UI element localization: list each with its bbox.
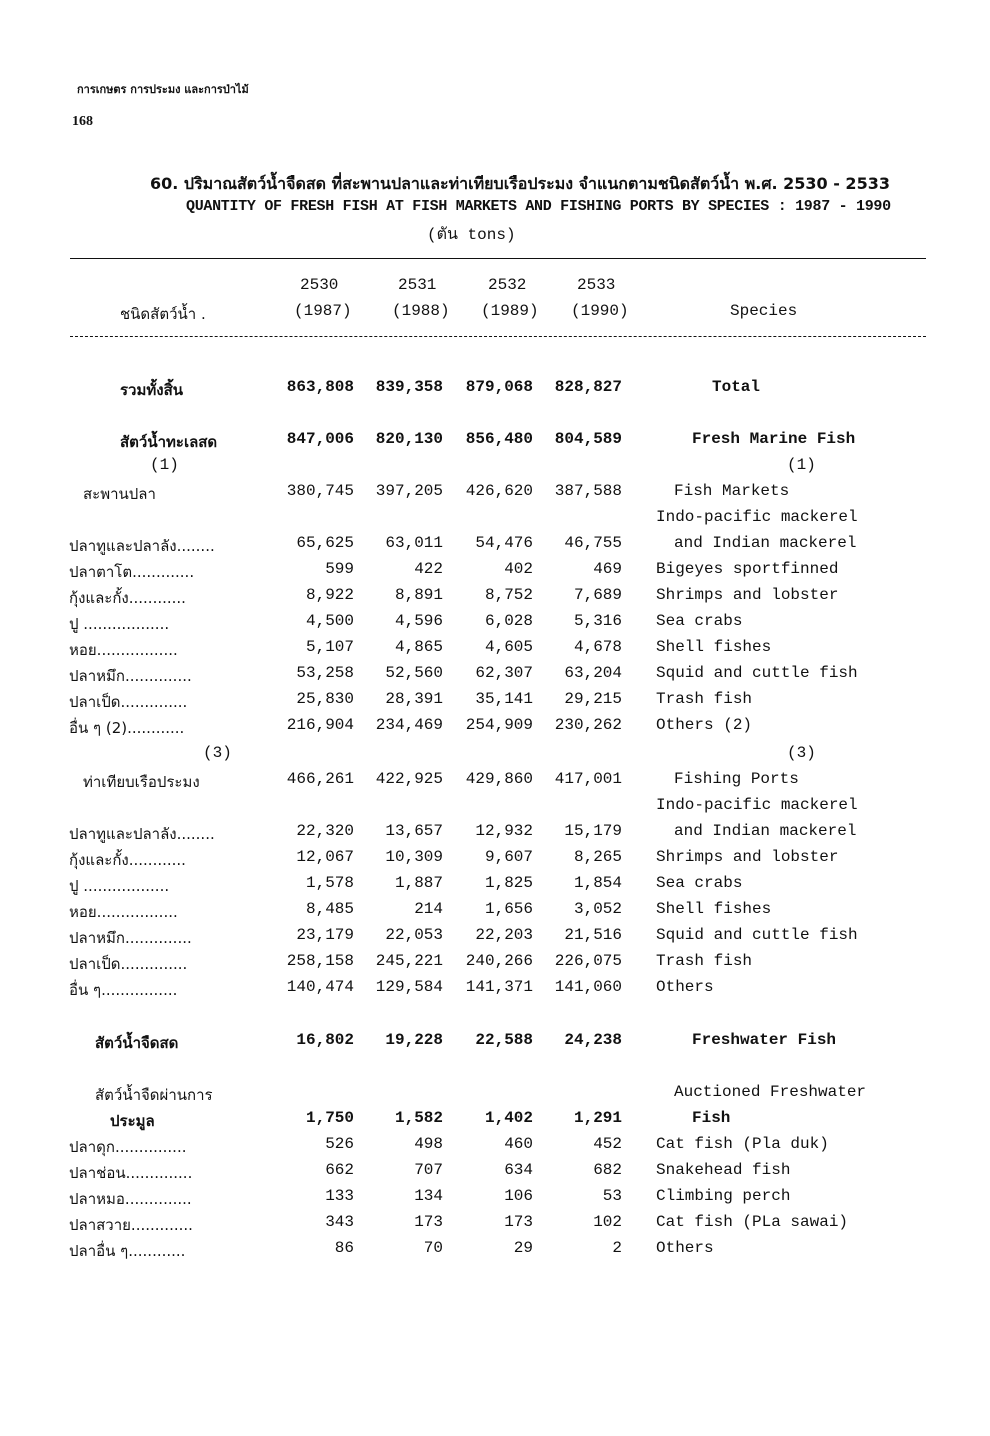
year-header-1987: (1987) [294, 302, 352, 320]
value-cell: 46,755 [564, 534, 622, 552]
value-cell: 380,745 [286, 482, 354, 500]
species-english: Auctioned Freshwater [674, 1083, 867, 1101]
value-cell: 1,854 [573, 874, 622, 892]
value-cell: 1,582 [394, 1109, 443, 1127]
value-cell: 133 [325, 1187, 354, 1205]
species-english: Others [656, 978, 714, 996]
value-cell: 8,922 [305, 586, 354, 604]
table-row [0, 612, 990, 638]
page-number: 168 [72, 114, 93, 129]
species-thai: สัตว์น้ำทะเลสด [120, 433, 218, 451]
species-thai: ปลาช่อน.............. [69, 1164, 193, 1182]
table-row [0, 638, 990, 664]
value-cell: 216,904 [286, 716, 354, 734]
value-cell: 63,011 [385, 534, 443, 552]
species-thai: ปลาหมึก.............. [69, 929, 192, 947]
value-cell: 707 [414, 1161, 443, 1179]
species-thai: กุ้งและกั้ง............ [69, 589, 186, 607]
value-cell: 16,802 [296, 1031, 354, 1049]
table-row [0, 1031, 990, 1057]
value-cell: 856,480 [465, 430, 533, 448]
species-thai: กุ้งและกั้ง............ [69, 851, 186, 869]
species-thai: ปลาดุก............... [69, 1138, 187, 1156]
species-thai: ปลาทูและปลาลัง........ [69, 825, 215, 843]
value-cell: 847,006 [286, 430, 354, 448]
table-row [0, 508, 990, 534]
value-cell: 29 [513, 1239, 533, 1257]
note-marker-right: (3) [787, 744, 816, 762]
table-row [0, 378, 990, 404]
value-cell: 4,865 [394, 638, 443, 656]
value-cell: 662 [325, 1161, 354, 1179]
value-cell: 5,316 [573, 612, 622, 630]
value-cell: 173 [504, 1213, 533, 1231]
table-row [0, 1161, 990, 1187]
species-english: Fishing Ports [674, 770, 799, 788]
table-row [0, 664, 990, 690]
value-cell: 214 [414, 900, 443, 918]
species-english: Sea crabs [656, 612, 743, 630]
value-cell: 839,358 [375, 378, 443, 396]
species-thai: สัตว์น้ำจืดผ่านการ [95, 1086, 213, 1104]
table-row [0, 770, 990, 796]
value-cell: 634 [504, 1161, 533, 1179]
value-cell: 141,060 [554, 978, 622, 996]
species-english: Total [712, 378, 761, 396]
species-thai: หอย................. [69, 641, 178, 659]
note-row-3 [0, 744, 990, 770]
value-cell: 804,589 [554, 430, 622, 448]
value-cell: 226,075 [554, 952, 622, 970]
species-english: Snakehead fish [656, 1161, 791, 1179]
table-row [0, 690, 990, 716]
value-cell: 173 [414, 1213, 443, 1231]
table-row [0, 1239, 990, 1265]
value-cell: 240,266 [465, 952, 533, 970]
value-cell: 62,307 [475, 664, 533, 682]
value-cell: 134 [414, 1187, 443, 1205]
species-english: Cat fish (PLa sawai) [656, 1213, 849, 1231]
value-cell: 422,925 [375, 770, 443, 788]
year-header-2533: 2533 [577, 276, 616, 294]
value-cell: 254,909 [465, 716, 533, 734]
value-cell: 35,141 [475, 690, 533, 708]
value-cell: 10,309 [385, 848, 443, 866]
value-cell: 387,588 [554, 482, 622, 500]
species-thai: ปู .................. [69, 877, 170, 895]
year-header-2531: 2531 [398, 276, 437, 294]
value-cell: 13,657 [385, 822, 443, 840]
value-cell: 65,625 [296, 534, 354, 552]
value-cell: 8,752 [484, 586, 533, 604]
header-rule [70, 336, 926, 337]
value-cell: 1,887 [394, 874, 443, 892]
value-cell: 8,265 [573, 848, 622, 866]
table-row [0, 848, 990, 874]
top-rule [70, 258, 926, 259]
species-thai: ปลาอื่น ๆ............ [69, 1242, 186, 1260]
species-thai: สัตว์น้ำจืดสด [95, 1034, 179, 1052]
species-thai: ประมูล [110, 1112, 155, 1130]
table-title-english: QUANTITY OF FRESH FISH AT FISH MARKETS AND FISHING PORTS BY SPECIES : 1987 - 1990 [186, 198, 891, 215]
year-header-2530: 2530 [300, 276, 339, 294]
value-cell: 52,560 [385, 664, 443, 682]
table-row [0, 534, 990, 560]
species-english: Shrimps and lobster [656, 848, 839, 866]
species-thai: หอย................. [69, 903, 178, 921]
value-cell: 70 [423, 1239, 443, 1257]
species-english: Fish Markets [674, 482, 790, 500]
value-cell: 1,402 [484, 1109, 533, 1127]
value-cell: 22,588 [475, 1031, 533, 1049]
value-cell: 3,052 [573, 900, 622, 918]
species-english: Trash fish [656, 690, 753, 708]
value-cell: 258,158 [286, 952, 354, 970]
value-cell: 28,391 [385, 690, 443, 708]
value-cell: 54,476 [475, 534, 533, 552]
value-cell: 25,830 [296, 690, 354, 708]
value-cell: 1,291 [573, 1109, 622, 1127]
running-header: การเกษตร การประมง และการป่าไม้ [77, 83, 249, 96]
value-cell: 141,371 [465, 978, 533, 996]
value-cell: 53,258 [296, 664, 354, 682]
value-cell: 466,261 [286, 770, 354, 788]
species-thai: ปลาทูและปลาลัง........ [69, 537, 215, 555]
value-cell: 6,028 [484, 612, 533, 630]
table-row [0, 560, 990, 586]
value-cell: 682 [593, 1161, 622, 1179]
table-row [0, 482, 990, 508]
species-thai: ปู .................. [69, 615, 170, 633]
value-cell: 828,827 [554, 378, 622, 396]
species-english: Bigeyes sportfinned [656, 560, 839, 578]
species-english: Trash fish [656, 952, 753, 970]
note-marker-left: (3) [203, 744, 232, 762]
value-cell: 343 [325, 1213, 354, 1231]
value-cell: 86 [334, 1239, 354, 1257]
species-english: Sea crabs [656, 874, 743, 892]
value-cell: 429,860 [465, 770, 533, 788]
species-thai: สะพานปลา [83, 485, 156, 503]
note-marker-left: (1) [150, 456, 179, 474]
value-cell: 234,469 [375, 716, 443, 734]
species-thai-header: ชนิดสัตว์น้ำ . [120, 305, 206, 323]
table-row [0, 874, 990, 900]
value-cell: 21,516 [564, 926, 622, 944]
species-thai: ปลาเป็ด.............. [69, 955, 188, 973]
table-row [0, 1213, 990, 1239]
species-thai: ปลาเป็ด.............. [69, 693, 188, 711]
value-cell: 230,262 [554, 716, 622, 734]
table-unit: (ตัน tons) [427, 226, 516, 244]
species-english-header: Species [730, 302, 798, 320]
value-cell: 5,107 [305, 638, 354, 656]
table-row [0, 952, 990, 978]
table-title-thai: 60. ปริมาณสัตว์น้ำจืดสด ที่สะพานปลาและท่าเทียบเรือประมง จำแนกตามชนิดสัตว์น้ำ พ.ศ. 2530 - 2533 [150, 174, 890, 193]
value-cell: 879,068 [465, 378, 533, 396]
species-english: Others (2) [656, 716, 753, 734]
table-row [0, 796, 990, 822]
value-cell: 15,179 [564, 822, 622, 840]
value-cell: 7,689 [573, 586, 622, 604]
value-cell: 526 [325, 1135, 354, 1153]
value-cell: 4,605 [484, 638, 533, 656]
value-cell: 140,474 [286, 978, 354, 996]
species-thai: ปลาสวาย............. [69, 1216, 193, 1234]
species-thai: ปลาหมอ.............. [69, 1190, 192, 1208]
value-cell: 460 [504, 1135, 533, 1153]
species-english: and Indian mackerel [674, 534, 857, 552]
species-thai: ท่าเทียบเรือประมง [83, 773, 200, 791]
value-cell: 1,656 [484, 900, 533, 918]
value-cell: 1,825 [484, 874, 533, 892]
value-cell: 469 [593, 560, 622, 578]
value-cell: 129,584 [375, 978, 443, 996]
species-thai: อื่น ๆ................ [69, 981, 178, 999]
value-cell: 12,932 [475, 822, 533, 840]
year-header-1989: (1989) [481, 302, 539, 320]
note-marker-right: (1) [787, 456, 816, 474]
value-cell: 4,678 [573, 638, 622, 656]
table-row [0, 430, 990, 456]
table-row [0, 1083, 990, 1109]
species-english: Shell fishes [656, 638, 772, 656]
table-row [0, 1109, 990, 1135]
table-row [0, 586, 990, 612]
species-english: Squid and cuttle fish [656, 926, 858, 944]
table-row [0, 822, 990, 848]
value-cell: 2 [612, 1239, 622, 1257]
species-english: Fresh Marine Fish [692, 430, 856, 448]
value-cell: 22,203 [475, 926, 533, 944]
note-row-1 [0, 456, 990, 482]
year-header-2532: 2532 [488, 276, 527, 294]
year-header-1988: (1988) [392, 302, 450, 320]
species-english: Fish [692, 1109, 731, 1127]
species-english: Climbing perch [656, 1187, 791, 1205]
value-cell: 498 [414, 1135, 443, 1153]
species-english: Freshwater Fish [692, 1031, 837, 1049]
table-row [0, 900, 990, 926]
species-english: Cat fish (Pla duk) [656, 1135, 829, 1153]
species-thai: อื่น ๆ (2)............ [69, 719, 185, 737]
species-english: Shrimps and lobster [656, 586, 839, 604]
value-cell: 19,228 [385, 1031, 443, 1049]
value-cell: 422 [414, 560, 443, 578]
value-cell: 1,578 [305, 874, 354, 892]
table-row [0, 716, 990, 742]
value-cell: 820,130 [375, 430, 443, 448]
value-cell: 22,053 [385, 926, 443, 944]
species-thai: ปลาตาโต............. [69, 563, 195, 581]
species-english: Indo-pacific mackerel [656, 796, 858, 814]
table-row [0, 1135, 990, 1161]
value-cell: 4,500 [305, 612, 354, 630]
value-cell: 53 [602, 1187, 622, 1205]
value-cell: 417,001 [554, 770, 622, 788]
value-cell: 8,891 [394, 586, 443, 604]
value-cell: 599 [325, 560, 354, 578]
year-header-1990: (1990) [571, 302, 629, 320]
value-cell: 452 [593, 1135, 622, 1153]
value-cell: 102 [593, 1213, 622, 1231]
species-thai: รวมทั้งสิ้น [120, 381, 183, 399]
table-row [0, 926, 990, 952]
value-cell: 22,320 [296, 822, 354, 840]
value-cell: 29,215 [564, 690, 622, 708]
species-english: Others [656, 1239, 714, 1257]
value-cell: 397,205 [375, 482, 443, 500]
value-cell: 106 [504, 1187, 533, 1205]
value-cell: 9,607 [484, 848, 533, 866]
species-english: Indo-pacific mackerel [656, 508, 858, 526]
value-cell: 12,067 [296, 848, 354, 866]
value-cell: 245,221 [375, 952, 443, 970]
value-cell: 24,238 [564, 1031, 622, 1049]
value-cell: 426,620 [465, 482, 533, 500]
table-row [0, 1187, 990, 1213]
species-english: Squid and cuttle fish [656, 664, 858, 682]
species-english: and Indian mackerel [674, 822, 857, 840]
value-cell: 402 [504, 560, 533, 578]
table-row [0, 978, 990, 1004]
value-cell: 8,485 [305, 900, 354, 918]
species-thai: ปลาหมึก.............. [69, 667, 192, 685]
value-cell: 63,204 [564, 664, 622, 682]
value-cell: 863,808 [286, 378, 354, 396]
value-cell: 4,596 [394, 612, 443, 630]
value-cell: 23,179 [296, 926, 354, 944]
species-english: Shell fishes [656, 900, 772, 918]
value-cell: 1,750 [305, 1109, 354, 1127]
